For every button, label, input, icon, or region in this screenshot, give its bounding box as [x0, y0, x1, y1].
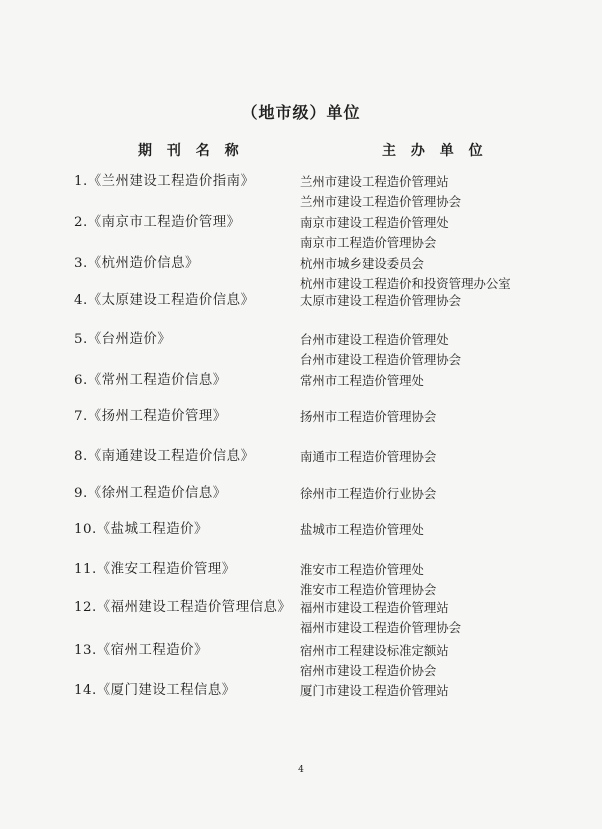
host-units: [300, 213, 449, 253]
host-unit: 南京市工程造价管理协会: [300, 235, 437, 250]
host-units: [300, 407, 436, 427]
host-unit: 台州市建设工程造价管理处: [300, 332, 449, 347]
journal-name: 14.《厦门建设工程信息》: [74, 683, 236, 698]
journal-name: 7.《扬州工程造价管理》: [74, 409, 227, 424]
host-unit: 宿州市工程建设标准定额站: [300, 643, 449, 658]
host-unit: 兰州市建设工程造价管理站: [300, 174, 449, 189]
journal-name: 9.《徐州工程造价信息》: [74, 486, 227, 501]
host-unit: 福州市建设工程造价管理协会: [300, 620, 462, 635]
host-units: [300, 560, 436, 600]
host-units: [300, 330, 461, 370]
host-unit: 徐州市工程造价行业协会: [300, 486, 437, 501]
host-unit: 南通市工程造价管理协会: [300, 449, 437, 464]
host-units: [300, 254, 511, 294]
host-unit: 扬州市工程造价管理协会: [300, 409, 437, 424]
host-unit: 宿州市建设工程造价协会: [300, 663, 437, 678]
host-unit: 盐城市工程造价管理处: [300, 522, 424, 537]
host-units: [300, 520, 424, 540]
host-units: [300, 641, 449, 681]
host-unit: 常州市工程造价管理处: [300, 373, 424, 388]
journal-name: 1.《兰州建设工程造价指南》: [74, 174, 255, 189]
journal-name: 4.《太原建设工程造价信息》: [74, 293, 255, 308]
host-unit: 福州市建设工程造价管理站: [300, 600, 449, 615]
host-units: [300, 172, 461, 212]
column-header-host-unit: 主 办 单 位: [382, 143, 488, 159]
journal-name: 6.《常州工程造价信息》: [74, 373, 227, 388]
host-unit: 兰州市建设工程造价管理协会: [300, 194, 462, 209]
journal-name: 2.《南京市工程造价管理》: [74, 215, 241, 230]
host-units: [300, 484, 436, 504]
journal-name: 5.《台州造价》: [74, 332, 172, 347]
journal-name: 11.《淮安工程造价管理》: [74, 562, 236, 577]
journal-name: 12.《福州建设工程造价管理信息》: [74, 600, 292, 615]
host-units: [300, 371, 424, 391]
host-units: [300, 447, 436, 467]
journal-name: 3.《杭州造价信息》: [74, 256, 199, 271]
host-unit: 杭州市建设工程造价和投资管理办公室: [300, 276, 511, 291]
host-units: [300, 681, 449, 701]
host-unit: 太原市建设工程造价管理协会: [300, 293, 462, 308]
host-unit: 杭州市城乡建设委员会: [300, 256, 424, 271]
host-unit: 淮安市工程造价管理处: [300, 562, 424, 577]
journal-name: 8.《南通建设工程造价信息》: [74, 449, 255, 464]
host-units: [300, 598, 461, 638]
host-units: [300, 291, 461, 311]
host-unit: 台州市建设工程造价管理协会: [300, 352, 462, 367]
host-unit: 南京市建设工程造价管理处: [300, 215, 449, 230]
page-number: 4: [298, 765, 304, 775]
journal-name: 13.《宿州工程造价》: [74, 643, 208, 658]
column-header-journal-name: 期 刊 名 称: [138, 143, 244, 159]
host-unit: 厦门市建设工程造价管理站: [300, 683, 449, 698]
page-title: （地市级）单位: [241, 103, 361, 122]
host-unit: 淮安市工程造价管理协会: [300, 582, 437, 597]
journal-name: 10.《盐城工程造价》: [74, 522, 208, 537]
